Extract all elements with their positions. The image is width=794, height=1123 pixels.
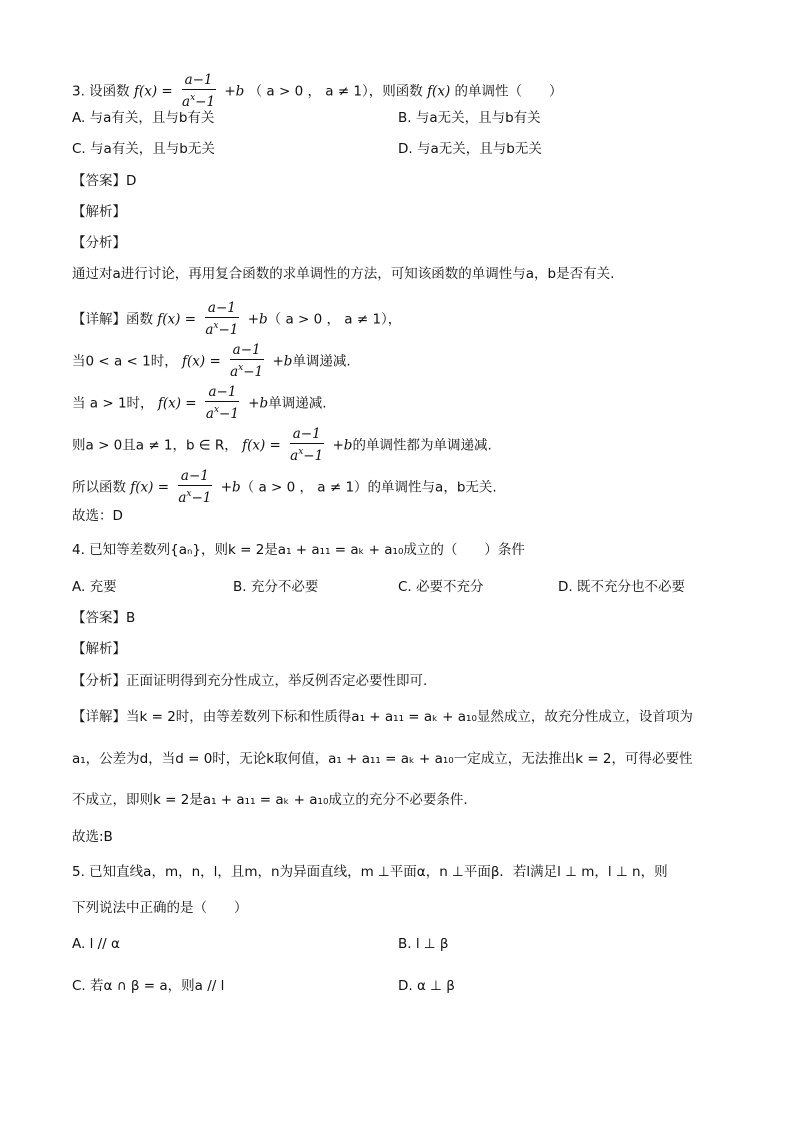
q4-option-a: A. 充要 [72,579,117,595]
q3-stem [72,72,563,111]
q4-option-b: B. 充分不必要 [233,579,319,595]
q3-option-d: D. 与a无关，且与b无关 [398,141,542,157]
q3-fenxi-text: 通过对a进行讨论，再用复合函数的求单调性的方法，可知该函数的单调性与a，b是否有关. [72,266,615,282]
q4-stem: 4. 已知等差数列{aₙ}，则k = 2是a₁ + a₁₁ = aₖ + a₁₀成立的（ ）条件 [72,542,525,558]
q4-choose: 故选:B [72,829,113,845]
q4-option-d: D. 既不充分也不必要 [558,579,685,595]
q5-stem-line1: 5. 已知直线a，m，n，l，且m，n为异面直线，m ⊥平面α，n ⊥平面β．若l满足l ⊥ m，l ⊥ n，则 [72,864,668,880]
q3-detail-1: 【详解】函数 f(x) = $\frac{a-1}{a^x-1}$ +b（ a > 0 ， a ≠ 1）， [72,300,402,338]
q3-fx: f(x) = [133,83,173,100]
q5-option-b: B. l ⊥ β [398,936,449,952]
q4-answer: 【答案】B [72,610,136,626]
q4-jiexi: 【解析】 [72,641,126,657]
q5-option-d: D. α ⊥ β [398,978,455,994]
q3-stem-prefix: 3. 设函数 [72,83,130,100]
q5-option-c: C. 若α ∩ β = a，则a // l [72,978,225,994]
q5-stem-line2: 下列说法中正确的是（ ） [72,900,248,916]
q4-detail-3: 不成立，即则k = 2是a₁ + a₁₁ = aₖ + a₁₀成立的充分不必要条件. [72,792,468,808]
q5-option-a: A. l // α [72,936,120,952]
q3-jiexi: 【解析】 [72,204,126,220]
q3-detail-5: 所以函数 f(x) = $\frac{a-1}{a^x-1}$ +b（ a > 0 ， a ≠ 1）的单调性与a，b无关. [72,468,497,506]
q4-detail-2: a₁，公差为d，当d = 0时，无论k取何值，a₁ + a₁₁ = aₖ + a₁₀一定成立，无法推出k = 2，可得必要性 [72,751,693,767]
detail-label: 【详解】 [72,311,126,328]
q3-fx2: f(x) [427,83,451,100]
q3-option-a: A. 与a有关，且与b有关 [72,110,215,126]
q3-answer: 【答案】D [72,173,137,189]
q3-fenxi-label: 【分析】 [72,235,126,251]
q3-option-c: C. 与a有关，且与b无关 [72,141,215,157]
q3-condition: （ a > 0 ， a ≠ 1），则函数 [248,83,423,100]
q3-detail-2: 当0 < a < 1时， f(x) = $\frac{a-1}{a^x-1}$ +b单调递减. [72,342,351,380]
q4-fenxi: 【分析】正面证明得到充分性成立，举反例否定必要性即可. [72,673,428,689]
fraction-numerator: a−1 [182,72,216,90]
q3-option-b: B. 与a无关，且与b有关 [398,110,541,126]
q4-detail-1: 【详解】当k = 2时，由等差数列下标和性质得a₁ + a₁₁ = aₖ + a₁₀显然成立，故充分性成立，设首项为 [72,709,693,725]
fraction-denominator: $a^x-1$ [182,93,216,110]
q3-suffix: 的单调性（ ） [454,83,563,100]
q3-detail-4: 则a > 0且a ≠ 1，b ∈ R， f(x) = $\frac{a-1}{a^x-1}$ +b的单调性都为单调递减. [72,426,492,464]
q3-choose: 故选：D [72,508,123,524]
q3-plus-b: +b [224,83,245,100]
q3-detail-3: 当 a > 1时， f(x) = $\frac{a-1}{a^x-1}$ +b单调递减. [72,384,327,422]
q4-option-c: C. 必要不充分 [398,579,484,595]
q3-fraction [179,72,218,111]
